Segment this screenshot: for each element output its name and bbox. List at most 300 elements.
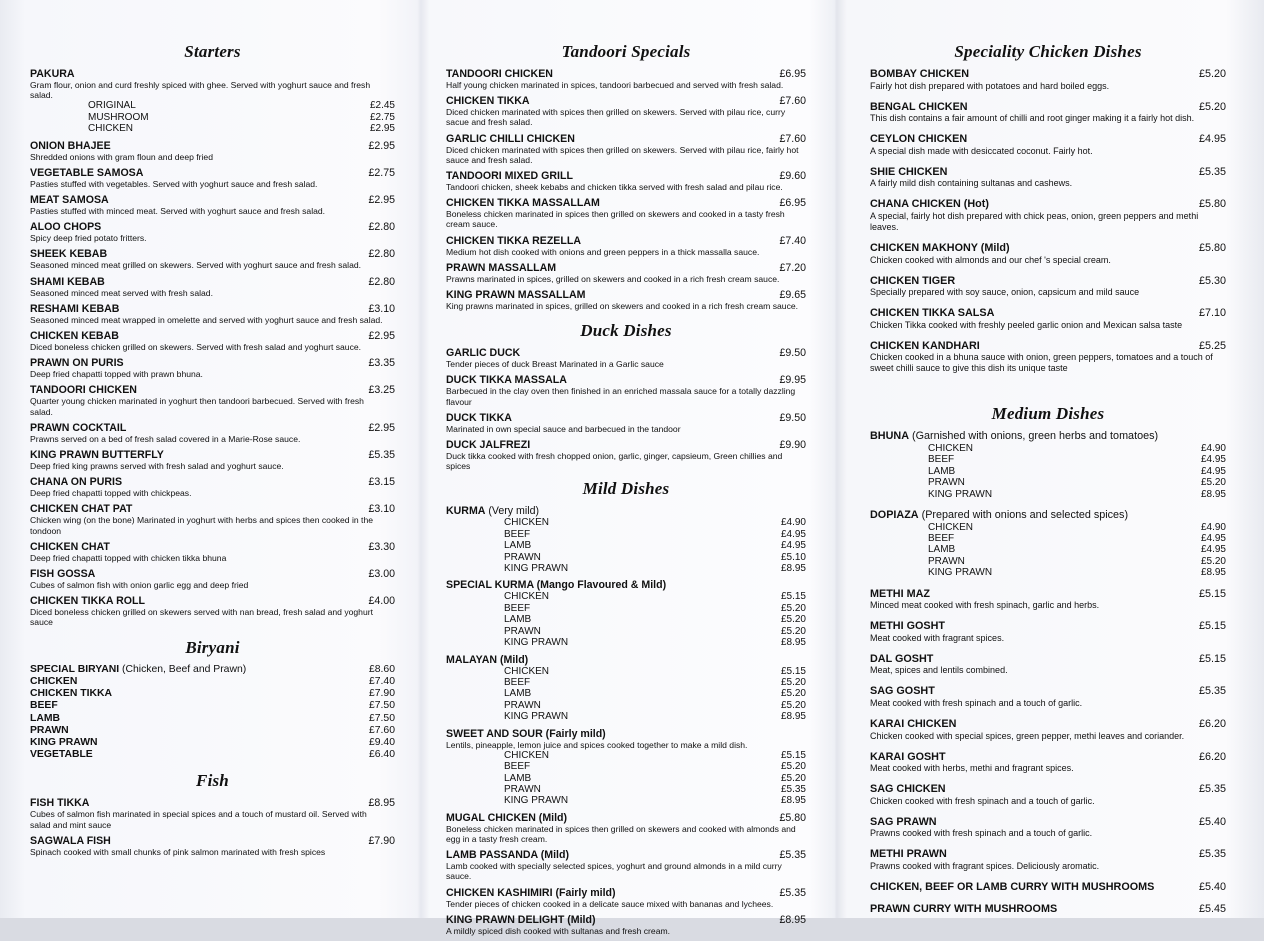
menu-item-name bbox=[870, 903, 1057, 916]
tandoori-list bbox=[446, 68, 806, 311]
menu-item-name bbox=[870, 307, 994, 320]
menu-item bbox=[870, 242, 1226, 266]
variant-name: KING PRAWN bbox=[928, 488, 993, 500]
menu-item-price: £5.80 bbox=[1198, 241, 1226, 254]
menu-item-name-text: VEGETABLE SAMOSA bbox=[30, 166, 144, 179]
menu-item-name bbox=[30, 541, 110, 553]
menu-item-price: £6.95 bbox=[779, 197, 806, 210]
biryani-price: £8.60 bbox=[368, 663, 395, 675]
variant-name: LAMB bbox=[504, 540, 532, 552]
menu-item-variant bbox=[446, 626, 806, 637]
menu-item bbox=[446, 887, 806, 909]
menu-item-name-text: KING PRAWN MASSALLAM bbox=[446, 289, 586, 302]
menu-item-name-text: TANDOORI MIXED GRILL bbox=[446, 170, 573, 183]
menu-item-description: Lamb cooked with specially selected spices, yoghurt and ground almonds in a mild curry sauce. bbox=[446, 861, 782, 882]
menu-item bbox=[870, 718, 1226, 742]
menu-item-price: £9.50 bbox=[779, 347, 806, 360]
menu-item-row bbox=[870, 620, 1226, 633]
menu-item-variant bbox=[446, 688, 806, 699]
menu-item-variant bbox=[870, 443, 1226, 454]
variant-price: £2.75 bbox=[369, 111, 395, 123]
menu-item-description: Meat cooked with fresh spinach and a touch of garlic. bbox=[870, 697, 1083, 708]
menu-item-name-text: METHI GOSHT bbox=[870, 620, 945, 633]
menu-item-name-text: MEAT SAMOSA bbox=[30, 194, 109, 207]
menu-item-row bbox=[446, 505, 806, 517]
menu-item-name bbox=[870, 166, 947, 179]
menu-item-name bbox=[870, 430, 1158, 443]
menu-item bbox=[446, 412, 806, 434]
variant-name: PRAWN bbox=[928, 477, 965, 489]
menu-item-row bbox=[30, 595, 395, 607]
menu-item-row bbox=[30, 194, 395, 206]
menu-item bbox=[446, 197, 806, 229]
menu-item-row bbox=[870, 101, 1226, 114]
menu-item-name bbox=[30, 194, 109, 206]
menu-item-name bbox=[30, 476, 122, 488]
menu-item-row bbox=[446, 235, 806, 247]
menu-item-name bbox=[30, 140, 111, 152]
menu-item-price: £3.10 bbox=[368, 503, 395, 516]
menu-item-name-text: KARAI CHICKEN bbox=[870, 717, 957, 730]
menu-item-variant bbox=[446, 711, 806, 722]
variant-name: PRAWN bbox=[504, 551, 541, 563]
menu-item-description: Seasoned minced meat wrapped in omelette and served with yoghurt sauce and fresh salad. bbox=[30, 314, 383, 325]
menu-item-name-text: DOPIAZA bbox=[870, 508, 919, 521]
menu-item-price: £5.40 bbox=[1198, 815, 1226, 828]
menu-item bbox=[446, 579, 806, 648]
menu-item-name-text: FISH TIKKA bbox=[30, 797, 90, 810]
menu-item-row bbox=[30, 221, 395, 233]
menu-item bbox=[30, 303, 395, 325]
menu-item-row bbox=[870, 588, 1226, 601]
menu-item-description: Tender pieces of duck Breast Marinated in a Garlic sauce bbox=[446, 359, 664, 370]
biryani-price: £7.60 bbox=[368, 724, 395, 736]
menu-item-row bbox=[446, 197, 806, 209]
menu-item-name-text: LAMB PASSANDA (Mild) bbox=[446, 849, 569, 862]
biryani-label bbox=[30, 737, 98, 749]
menu-item-description: Prawns cooked with fragrant spices. Deliciously aromatic. bbox=[870, 860, 1100, 871]
menu-item-description: Shredded onions with gram floun and deep fried bbox=[30, 151, 213, 162]
menu-item-price: £5.35 bbox=[368, 449, 395, 462]
biryani-price: £9.40 bbox=[368, 736, 395, 748]
menu-item-name-text: CHICKEN KASHIMIRI (Fairly mild) bbox=[446, 886, 616, 899]
menu-item-variant bbox=[870, 454, 1226, 465]
menu-item-variant bbox=[870, 477, 1226, 488]
menu-item-name bbox=[870, 620, 945, 633]
menu-item bbox=[30, 541, 395, 563]
menu-item-variant bbox=[870, 489, 1226, 500]
menu-item bbox=[446, 505, 806, 574]
menu-item-description: Tandoori chicken, sheek kebabs and chicken tikka served with fresh salad and pilau rice. bbox=[446, 182, 783, 193]
menu-item-variant bbox=[446, 517, 806, 528]
menu-item-variant bbox=[446, 677, 806, 688]
variant-name: CHICKEN bbox=[88, 123, 134, 135]
section-title-biryani: Biryani bbox=[185, 637, 240, 657]
biryani-price: £7.40 bbox=[368, 675, 395, 687]
menu-item-name bbox=[30, 384, 137, 396]
menu-item-price: £7.60 bbox=[779, 95, 806, 108]
menu-item-row bbox=[870, 685, 1226, 698]
menu-item bbox=[30, 422, 395, 444]
menu-item-description: Fairly hot dish prepared with potatoes and hard boiled eggs. bbox=[870, 80, 1110, 91]
menu-item bbox=[870, 903, 1226, 916]
menu-item-row bbox=[30, 357, 395, 369]
menu-item-name bbox=[446, 412, 512, 424]
variant-price: £5.20 bbox=[780, 614, 806, 626]
menu-item-description: Pasties stuffed with minced meat. Served with yoghurt sauce and fresh salad. bbox=[30, 206, 326, 217]
biryani-name: BEEF bbox=[30, 700, 58, 712]
menu-item-name-text: PRAWN CURRY WITH MUSHROOMS bbox=[870, 902, 1058, 915]
variant-price: £5.20 bbox=[1200, 555, 1226, 567]
menu-item-row bbox=[870, 68, 1226, 81]
menu-item bbox=[30, 384, 395, 416]
menu-item-name-text: BENGAL CHICKEN bbox=[870, 100, 968, 113]
variant-name: CHICKEN bbox=[928, 442, 974, 454]
menu-item-name bbox=[30, 167, 143, 179]
variant-price: £8.95 bbox=[780, 637, 806, 649]
menu-item-name-text: TANDOORI CHICKEN bbox=[30, 384, 137, 397]
menu-item-description: Prawns cooked with fresh spinach and a touch of garlic. bbox=[870, 828, 1093, 839]
menu-item-name-text: SAGWALA FISH bbox=[30, 834, 111, 847]
menu-item bbox=[446, 914, 806, 936]
menu-item-variant bbox=[446, 552, 806, 563]
biryani-name: SPECIAL BIRYANI bbox=[30, 663, 120, 675]
menu-item-name-text: CHICKEN KANDHARI bbox=[870, 339, 980, 352]
menu-item-row bbox=[30, 541, 395, 553]
menu-item-description: Chicken cooked with special spices, green pepper, methi leaves and coriander. bbox=[870, 730, 1185, 741]
variant-name: KING PRAWN bbox=[504, 563, 569, 575]
menu-item-variant bbox=[870, 556, 1226, 567]
variant-price: £8.95 bbox=[1200, 488, 1226, 500]
menu-item-row bbox=[446, 347, 806, 359]
menu-item-name bbox=[870, 816, 937, 829]
menu-item-name bbox=[870, 340, 980, 353]
variant-name: KING PRAWN bbox=[504, 711, 569, 723]
menu-item-description: Duck tikka cooked with fresh chopped onion, garlic, ginger, capsieum, Green chillies and spices bbox=[446, 451, 783, 472]
menu-item bbox=[870, 430, 1226, 500]
menu-item-price: £7.20 bbox=[779, 261, 806, 274]
menu-item-description: Diced boneless chicken grilled on skewers served with nan bread, fresh salad and yoghurt sauce bbox=[30, 607, 373, 628]
menu-item-row bbox=[446, 133, 806, 145]
menu-item bbox=[30, 797, 395, 829]
menu-item-row bbox=[30, 303, 395, 315]
variant-name: KING PRAWN bbox=[504, 637, 569, 649]
menu-item-name bbox=[446, 68, 553, 80]
menu-item-name-text: CHICKEN TIKKA MASSALLAM bbox=[446, 197, 600, 210]
menu-item-description: Specially prepared with soy sauce, onion, capsicum and mild sauce bbox=[870, 287, 1140, 298]
menu-item-variant bbox=[446, 637, 806, 648]
menu-item-name-text: MALAYAN (Mild) bbox=[446, 653, 529, 666]
menu-item-price: £2.95 bbox=[368, 194, 395, 207]
variant-price: £8.95 bbox=[780, 563, 806, 575]
menu-item bbox=[446, 849, 806, 881]
menu-item-name-text: DUCK JALFREZI bbox=[446, 439, 531, 452]
menu-item-name bbox=[870, 783, 946, 796]
menu-item-price: £5.30 bbox=[1198, 274, 1226, 287]
menu-item-description: Deep fried king prawns served with fresh salad and yoghurt sauce. bbox=[30, 461, 284, 472]
menu-item-description: This dish contains a fair amount of chilli and root ginger making it a fairly hot dish. bbox=[870, 113, 1195, 124]
menu-item-name bbox=[446, 347, 520, 359]
section-title-mild: Mild Dishes bbox=[582, 479, 670, 499]
menu-item-row bbox=[870, 751, 1226, 764]
menu-item-name bbox=[30, 303, 119, 315]
menu-item-row bbox=[446, 439, 806, 451]
menu-item bbox=[870, 685, 1226, 709]
variant-price: £5.35 bbox=[780, 783, 806, 795]
menu-item-name-text: PRAWN MASSALLAM bbox=[446, 261, 557, 274]
variant-name: KING PRAWN bbox=[504, 795, 569, 807]
menu-item-row bbox=[446, 887, 806, 899]
menu-item-price: £9.95 bbox=[779, 374, 806, 387]
menu-item-row bbox=[870, 133, 1226, 146]
section-title-medium: Medium Dishes bbox=[991, 404, 1105, 424]
variant-price: £8.95 bbox=[1200, 567, 1226, 579]
menu-item bbox=[870, 68, 1226, 92]
menu-item bbox=[870, 620, 1226, 644]
variant-name: LAMB bbox=[928, 544, 956, 556]
variant-price: £5.10 bbox=[780, 551, 806, 563]
menu-item-description: Cubes of salmon fish with onion garlic egg and deep fried bbox=[30, 580, 249, 591]
menu-item-row bbox=[870, 275, 1226, 288]
menu-item-name-text: SHEEK KEBAB bbox=[30, 248, 108, 261]
menu-item-name bbox=[446, 95, 530, 107]
menu-item-note: (Garnished with onions, green herbs and tomatoes) bbox=[909, 430, 1159, 443]
menu-item-name-text: GARLIC DUCK bbox=[446, 347, 521, 360]
menu-item-price: £9.50 bbox=[779, 411, 806, 424]
menu-item-name bbox=[870, 198, 989, 211]
menu-item-price: £5.35 bbox=[1198, 783, 1226, 796]
menu-item bbox=[30, 449, 395, 471]
menu-item bbox=[30, 68, 395, 135]
menu-item bbox=[30, 194, 395, 216]
biryani-label bbox=[30, 713, 60, 725]
variant-price: £4.90 bbox=[780, 517, 806, 529]
menu-item-name-text: FISH GOSSA bbox=[30, 568, 96, 581]
menu-item-row bbox=[446, 170, 806, 182]
menu-item bbox=[870, 783, 1226, 807]
menu-item bbox=[446, 68, 806, 90]
variant-price: £4.95 bbox=[780, 540, 806, 552]
menu-item-name-text: CHICKEN MAKHONY (Mild) bbox=[870, 241, 1010, 254]
menu-item bbox=[446, 654, 806, 723]
menu-item bbox=[446, 170, 806, 192]
biryani-list bbox=[30, 664, 395, 762]
variant-price: £2.95 bbox=[369, 123, 395, 135]
menu-item-description: Diced chicken marinated with spices then grilled on skewers. Served with pilau rice, fairly hot sauce and fresh salad. bbox=[446, 144, 799, 165]
menu-item-name bbox=[446, 439, 530, 451]
menu-item bbox=[446, 133, 806, 165]
variant-price: £5.15 bbox=[780, 749, 806, 761]
menu-item-price: £6.20 bbox=[1198, 750, 1226, 763]
menu-item bbox=[30, 167, 395, 189]
menu-item-name bbox=[30, 595, 145, 607]
menu-item-description: Seasoned minced meat served with fresh salad. bbox=[30, 287, 213, 298]
menu-item-row bbox=[870, 166, 1226, 179]
biryani-name: VEGETABLE bbox=[30, 749, 93, 761]
menu-item-row bbox=[870, 881, 1226, 894]
menu-item-row bbox=[446, 812, 806, 824]
menu-item bbox=[870, 881, 1226, 894]
menu-item bbox=[30, 276, 395, 298]
menu-item-price: £8.95 bbox=[779, 913, 806, 926]
menu-item-row bbox=[30, 384, 395, 396]
menu-item-name bbox=[446, 812, 567, 824]
menu-item-name bbox=[870, 881, 1154, 894]
medium-list bbox=[870, 430, 1226, 915]
section-title-duck: Duck Dishes bbox=[580, 321, 672, 341]
menu-item-name-text: DUCK TIKKA bbox=[446, 411, 512, 424]
menu-item-price: £3.25 bbox=[368, 384, 395, 397]
variant-name: LAMB bbox=[928, 465, 956, 477]
menu-item-description: Chicken wing (on the bone) Marinated in yoghurt with herbs and spices then cooked in the tondoon bbox=[30, 515, 373, 536]
menu-item-price: £7.10 bbox=[1198, 307, 1226, 320]
menu-item-description: Marinated in own special sauce and barbecued in the tandoor bbox=[446, 423, 681, 434]
menu-item-row bbox=[870, 903, 1226, 916]
fish-list bbox=[30, 797, 395, 857]
menu-item-price: £5.25 bbox=[1198, 339, 1226, 352]
menu-item-name-text: RESHAMI KEBAB bbox=[30, 302, 120, 315]
menu-item-name bbox=[870, 68, 969, 81]
variant-name: PRAWN bbox=[504, 699, 541, 711]
biryani-label bbox=[30, 725, 69, 737]
menu-item-price: £3.00 bbox=[368, 568, 395, 581]
menu-item-name-text: CHANA CHICKEN (Hot) bbox=[870, 198, 989, 211]
biryani-name: PRAWN bbox=[30, 724, 69, 736]
menu-item-description: Medium hot dish cooked with onions and green peppers in a thick massalla sauce. bbox=[446, 246, 760, 257]
menu-item bbox=[446, 262, 806, 284]
menu-item-name bbox=[30, 221, 101, 233]
biryani-row bbox=[30, 713, 395, 725]
menu-item bbox=[870, 340, 1226, 375]
menu-item-price: £3.15 bbox=[368, 476, 395, 489]
menu-item-price: £3.10 bbox=[368, 302, 395, 315]
menu-item bbox=[30, 140, 395, 162]
menu-item-row bbox=[446, 654, 806, 666]
menu-item bbox=[30, 248, 395, 270]
menu-item-description: Cubes of salmon fish marinated in special spices and a touch of mustard oil. Served with salad and mint sauce bbox=[30, 809, 367, 830]
menu-item bbox=[870, 588, 1226, 612]
menu-item-variant bbox=[446, 529, 806, 540]
variant-name: LAMB bbox=[504, 772, 532, 784]
menu-item-price: £9.60 bbox=[779, 170, 806, 183]
menu-item-name-text: PRAWN ON PURIS bbox=[30, 357, 124, 370]
menu-item bbox=[446, 374, 806, 406]
menu-item-name bbox=[446, 170, 573, 182]
menu-item bbox=[30, 330, 395, 352]
menu-item-description: Spicy deep fried potato fritters. bbox=[30, 233, 147, 244]
variant-price: £5.20 bbox=[1200, 477, 1226, 489]
menu-item-description: Tender pieces of chicken cooked in a delicate sauce mixed with bananas and lychees. bbox=[446, 898, 774, 909]
menu-item-name-text: CHICKEN KEBAB bbox=[30, 330, 119, 343]
variant-name: CHICKEN bbox=[504, 591, 550, 603]
biryani-row bbox=[30, 664, 395, 676]
menu-item-row bbox=[446, 68, 806, 80]
menu-item-price: £5.80 bbox=[1198, 198, 1226, 211]
menu-item-row bbox=[30, 503, 395, 515]
menu-item-name-text: TANDOORI CHICKEN bbox=[446, 68, 553, 80]
menu-item-name bbox=[30, 797, 89, 809]
variant-name: MUSHROOM bbox=[88, 111, 149, 123]
menu-item bbox=[30, 476, 395, 498]
menu-item-variant bbox=[870, 533, 1226, 544]
menu-item-row bbox=[446, 412, 806, 424]
biryani-name: CHICKEN TIKKA bbox=[30, 688, 112, 700]
menu-item-name-text: CHICKEN, BEEF OR LAMB CURRY WITH MUSHROOMS bbox=[870, 880, 1155, 893]
menu-item-row bbox=[870, 242, 1226, 255]
menu-item-name-text: SHIE CHICKEN bbox=[870, 165, 948, 178]
variant-price: £5.15 bbox=[780, 665, 806, 677]
menu-item-name-text: SAG PRAWN bbox=[870, 815, 937, 828]
variant-price: £5.20 bbox=[780, 602, 806, 614]
section-title-fish: Fish bbox=[196, 771, 229, 791]
menu-item-name bbox=[446, 197, 600, 209]
variant-name: CHICKEN bbox=[504, 749, 550, 761]
menu-item-row bbox=[870, 848, 1226, 861]
menu-item-name-text: KARAI GOSHT bbox=[870, 750, 946, 763]
menu-item-description: A special, fairly hot dish prepared with chick peas, onion, green peppers and methi leaves. bbox=[870, 210, 1199, 232]
menu-item bbox=[30, 835, 395, 857]
menu-item-row bbox=[30, 68, 395, 80]
biryani-row bbox=[30, 749, 395, 761]
variant-name: BEEF bbox=[928, 532, 955, 544]
menu-item-price: £2.80 bbox=[368, 221, 395, 234]
menu-item-name-text: KING PRAWN DELIGHT (Mild) bbox=[446, 913, 596, 926]
menu-item-name bbox=[30, 357, 124, 369]
menu-item-name-text: CHICKEN TIKKA SALSA bbox=[870, 307, 995, 320]
menu-item-name bbox=[870, 509, 1128, 522]
menu-item-description: Diced boneless chicken grilled on skewers. Served with fresh salad and yoghurt sauce. bbox=[30, 342, 362, 353]
menu-item bbox=[870, 307, 1226, 331]
menu-item-price: £5.40 bbox=[1198, 880, 1226, 893]
variant-name: ORIGINAL bbox=[88, 100, 136, 112]
variant-price: £4.90 bbox=[1200, 442, 1226, 454]
menu-item-price: £5.35 bbox=[1198, 165, 1226, 178]
menu-item-name bbox=[870, 101, 968, 114]
variant-name: LAMB bbox=[504, 614, 532, 626]
biryani-note: (Chicken, Beef and Prawn) bbox=[119, 663, 247, 675]
menu-item-price: £6.20 bbox=[1198, 717, 1226, 730]
menu-item-row bbox=[446, 849, 806, 861]
menu-item-description: Spinach cooked with small chunks of pink salmon marinated with fresh spices bbox=[30, 846, 326, 857]
menu-item-price: £5.35 bbox=[779, 849, 806, 862]
menu-item-name-text: SAG CHICKEN bbox=[870, 783, 946, 796]
menu-item-name bbox=[446, 289, 585, 301]
menu-item-name bbox=[446, 133, 575, 145]
menu-item-row bbox=[30, 476, 395, 488]
menu-item-description: Meat, spices and lentils combined. bbox=[870, 665, 1008, 676]
variant-price: £5.20 bbox=[780, 625, 806, 637]
menu-item-variant bbox=[30, 123, 395, 134]
menu-item-price: £7.60 bbox=[779, 132, 806, 145]
variant-price: £4.95 bbox=[1200, 532, 1226, 544]
variant-name: LAMB bbox=[504, 688, 532, 700]
menu-item bbox=[870, 816, 1226, 840]
variant-price: £5.20 bbox=[780, 688, 806, 700]
menu-item bbox=[870, 275, 1226, 299]
biryani-name: CHICKEN bbox=[30, 675, 78, 687]
menu-item-name bbox=[30, 503, 132, 515]
menu-item-description: Boneless chicken marinated in spices then grilled on skewers and cooked in a tasty fresh cream sauce. bbox=[446, 209, 785, 230]
variant-name: PRAWN bbox=[504, 625, 541, 637]
menu-item-variant bbox=[446, 761, 806, 772]
menu-item-description: Barbecued in the clay oven then finished in an enriched massala sauce for a totally dazzling flavour bbox=[446, 386, 796, 407]
menu-item-description: Deep fried chapatti topped with chicken tikka bhuna bbox=[30, 552, 227, 563]
menu-item-name bbox=[446, 914, 595, 926]
menu-item-name-text: BHUNA bbox=[870, 430, 909, 443]
section-title-speciality: Speciality Chicken Dishes bbox=[954, 42, 1142, 61]
menu-item bbox=[30, 503, 395, 535]
menu-item-variant bbox=[870, 544, 1226, 555]
